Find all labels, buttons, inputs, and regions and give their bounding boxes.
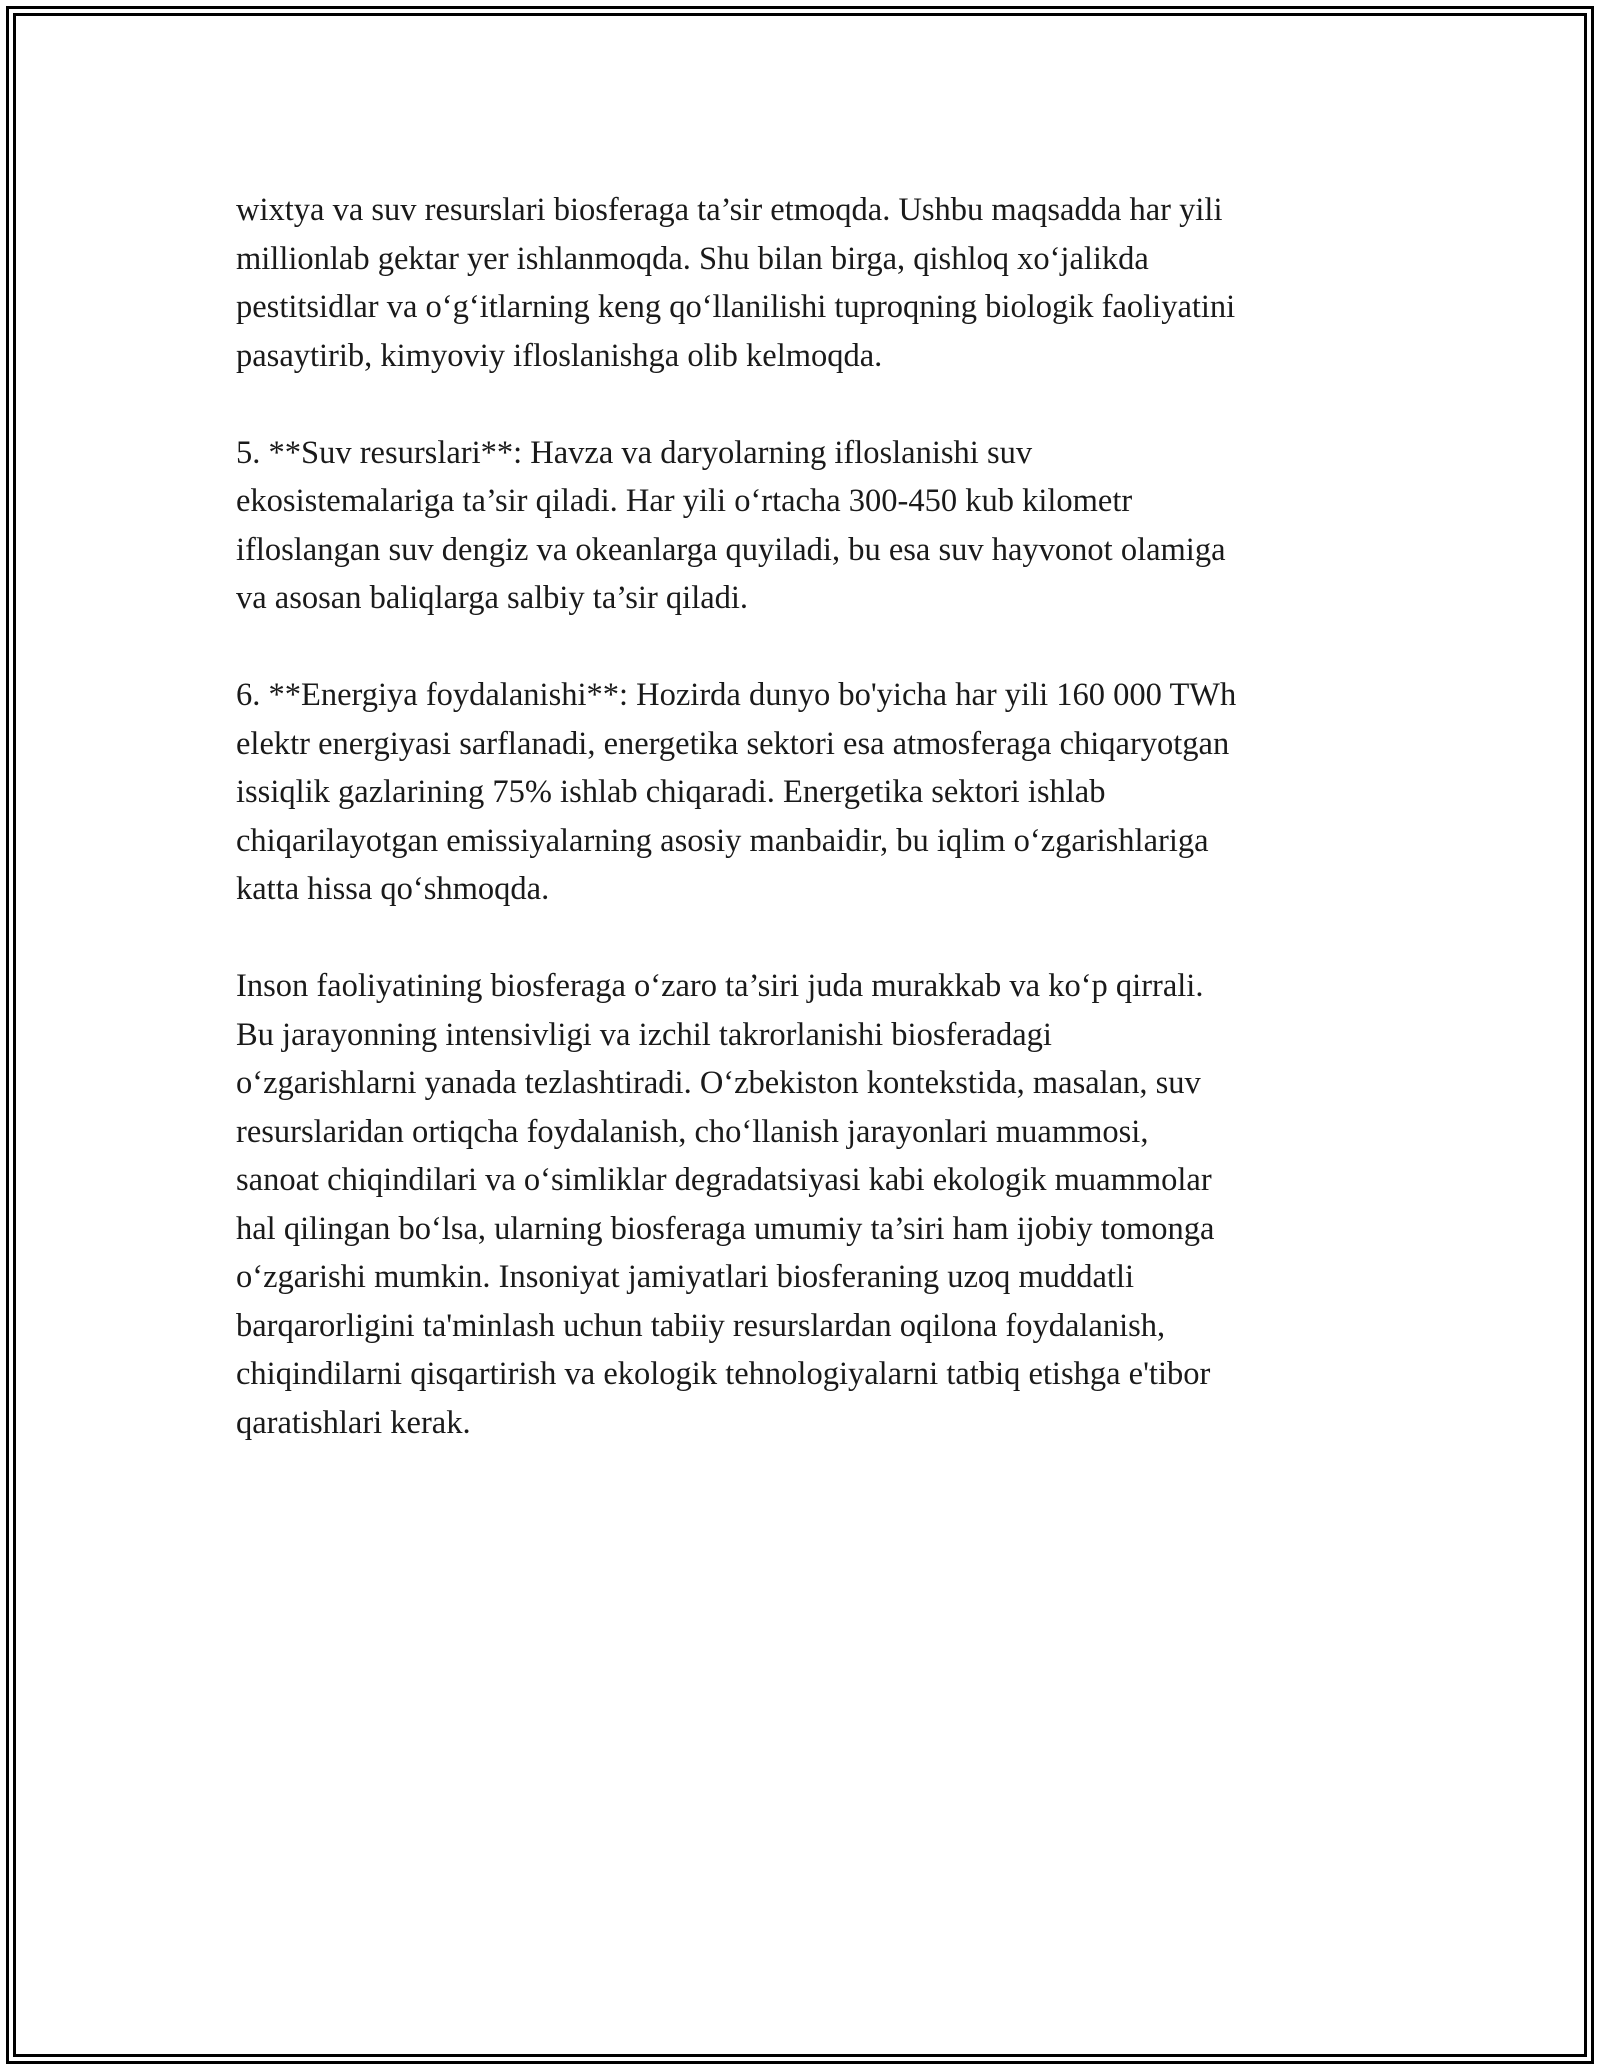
text-line: qaratishlari kerak. <box>236 1404 471 1441</box>
text-line: Inson faoliyatining biosferaga o‘zaro ta’siri juda murakkab va ko‘p qirrali. <box>236 968 1204 1004</box>
text-line: pasaytirib, kimyoviy ifloslanishga olib kelmoqda. <box>236 337 883 374</box>
text-line: sanoat chiqindilari va o‘simliklar degradatsiyasi kabi ekologik muammolar <box>236 1162 1212 1198</box>
text-line: 5. **Suv resurslari**: Havza va daryolarning ifloslanishi suv <box>236 434 1033 471</box>
document-body <box>236 186 1396 1496</box>
text-line: katta hissa qo‘shmoqda. <box>236 871 550 907</box>
text-line: wixtya va suv resurslari biosferaga ta’sir etmoqda. Ushbu maqsadda har yili <box>236 192 1223 228</box>
text-line: millionlab gektar yer ishlanmoqda. Shu bilan birga, qishloq xo‘jalikda <box>236 240 1149 277</box>
paragraph-conclusion <box>236 962 1396 1447</box>
text-line: chiqarilayotgan emissiyalarning asosiy manbaidir, bu iqlim o‘zgarishlariga <box>236 822 1209 859</box>
text-line: issiqlik gazlarining 75% ishlab chiqaradi. Energetika sektori ishlab <box>236 774 1106 810</box>
text-line: barqarorligini ta'minlash uchun tabiiy resurslardan oqilona foydalanish, <box>236 1307 1166 1344</box>
text-line: chiqindilarni qisqartirish va ekologik tehnologiyalarni tatbiq etishga e'tibor <box>236 1356 1211 1392</box>
paragraph-land-use <box>236 186 1396 380</box>
paragraph-water-resources <box>236 429 1396 623</box>
text-line: o‘zgarishi mumkin. Insoniyat jamiyatlari biosferaning uzoq muddatli <box>236 1259 1135 1295</box>
text-line: elektr energiyasi sarflanadi, energetika sektori esa atmosferaga chiqaryotgan <box>236 725 1230 762</box>
text-line: o‘zgarishlarni yanada tezlashtiradi. O‘zbekiston kontekstida, masalan, suv <box>236 1065 1201 1101</box>
text-line: hal qilingan bo‘lsa, ularning biosferaga umumiy ta’siri ham ijobiy tomonga <box>236 1210 1215 1247</box>
text-line: ifloslangan suv dengiz va okeanlarga quyiladi, bu esa suv hayvonot olamiga <box>236 531 1226 568</box>
text-line: pestitsidlar va o‘g‘itlarning keng qo‘llanilishi tuproqning biologik faoliyatini <box>236 289 1236 325</box>
text-line: Bu jarayonning intensivligi va izchil takrorlanishi biosferadagi <box>236 1016 1052 1053</box>
text-line: 6. **Energiya foydalanishi**: Hozirda dunyo bo'yicha har yili 160 000 TWh <box>236 677 1237 713</box>
paragraph-energy-use <box>236 671 1396 914</box>
text-line: ekosistemalariga ta’sir qiladi. Har yili o‘rtacha 300-450 kub kilometr <box>236 483 1133 519</box>
text-line: va asosan baliqlarga salbiy ta’sir qiladi. <box>236 580 749 616</box>
text-line: resurslaridan ortiqcha foydalanish, cho‘llanish jarayonlari muammosi, <box>236 1113 1149 1150</box>
